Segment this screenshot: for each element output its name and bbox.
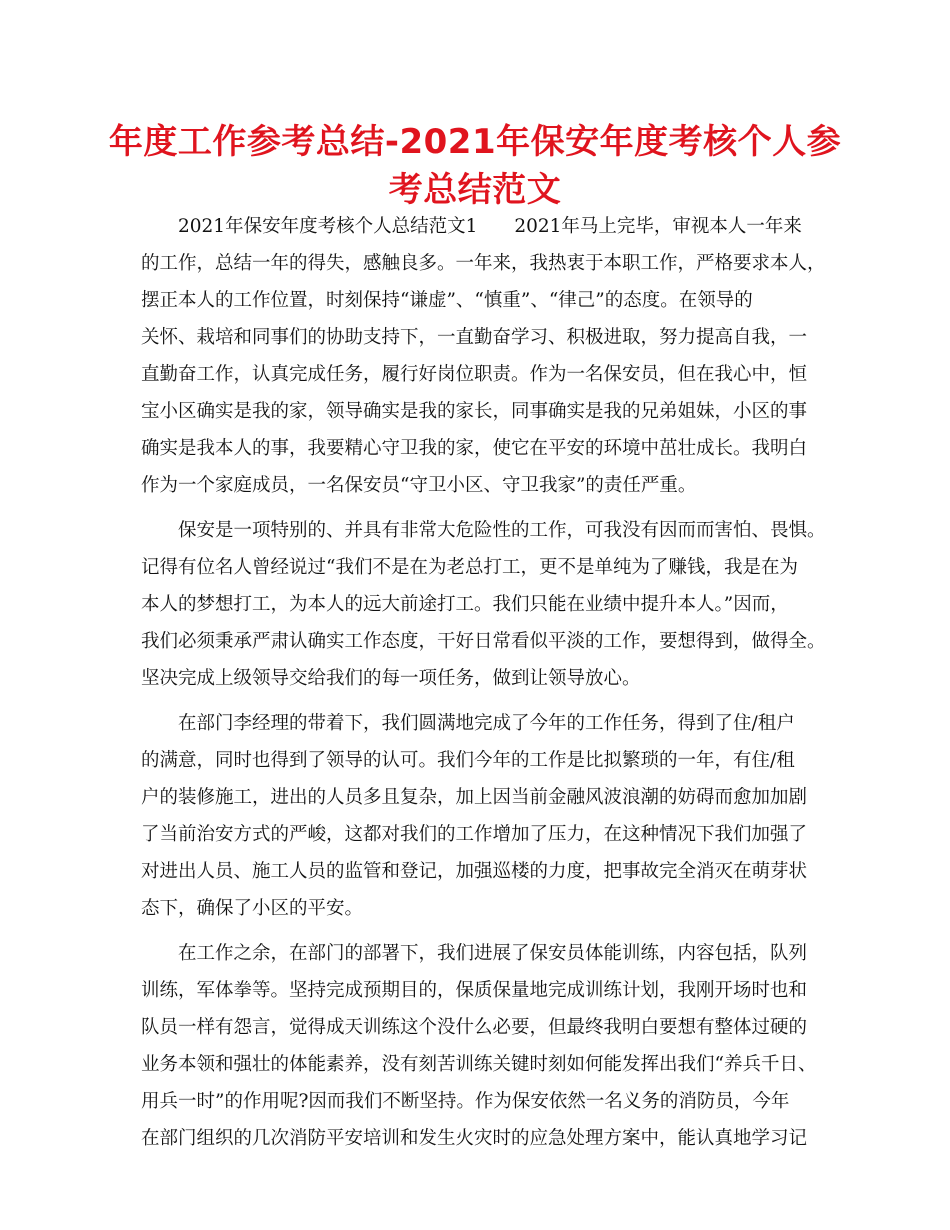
text-line: 作为一个家庭成员，一名保安员“守卫小区、守卫我家”的责任严重。 [141, 475, 697, 496]
text-line: 在部门组织的几次消防平安培训和发生火灾时的应急处理方案中，能认真地学习记 [141, 1128, 808, 1149]
text-line: 2021年保安年度考核个人总结范文1 2021年马上完毕，审视本人一年来 [178, 216, 802, 237]
text-line: 直勤奋工作，认真完成任务，履行好岗位职责。作为一名保安员，但在我心中，恒 [141, 364, 808, 385]
text-line: 业务本领和强壮的体能素养，没有刻苦训练关键时刻如何能发挥出我们“养兵千日、 [141, 1054, 817, 1075]
text-line: 训练，军体拳等。坚持完成预期目的，保质保量地完成训练计划，我刚开场时也和 [141, 980, 808, 1001]
text-line: 摆正本人的工作位置，时刻保持“谦虚”、“慎重”、“律己”的态度。在领导的 [141, 290, 753, 311]
paragraph [141, 705, 821, 927]
paragraph [141, 208, 826, 504]
text-line: 确实是我本人的事，我要精心守卫我的家，使它在平安的环境中茁壮成长。我明白 [141, 438, 808, 459]
text-line: 对进出人员、施工人员的监管和登记，加强巡楼的力度，把事故完全消灭在萌芽状 [141, 861, 808, 882]
paragraph [141, 512, 826, 697]
text-line: 用兵一时”的作用呢?因而我们不断坚持。作为保安依然一名义务的消防员，今年 [141, 1091, 790, 1112]
text-line: 态下，确保了小区的平安。 [141, 898, 364, 919]
text-line: 队员一样有怨言，觉得成天训练这个没什么必要，但最终我明白要想有整体过硬的 [141, 1017, 808, 1038]
text-line: 本人的梦想打工，为本人的远大前途打工。我们只能在业绩中提升本人。”因而， [141, 594, 789, 615]
text-line: 坚决完成上级领导交给我们的每一项任务，做到让领导放心。 [141, 668, 641, 689]
document-body [141, 208, 826, 1165]
paragraph [141, 935, 821, 1157]
text-line: 我们必须秉承严肃认确实工作态度，干好日常看似平淡的工作，要想得到，做得全。 [141, 631, 826, 652]
text-line: 的满意，同时也得到了领导的认可。我们今年的工作是比拟繁琐的一年，有住/租 [141, 750, 795, 771]
text-line: 记得有位名人曾经说过“我们不是在为老总打工，更不是单纯为了赚钱，我是在为 [141, 557, 798, 578]
text-line: 关怀、栽培和同事们的协助支持下，一直勤奋学习、积极进取，努力提高自我，一 [141, 327, 808, 348]
text-line: 户的装修施工，进出的人员多且复杂，加上因当前金融风波浪潮的妨碍而愈加加剧 [141, 787, 808, 808]
document-title [100, 118, 850, 214]
title-line: 考总结范文 [388, 170, 562, 210]
title-line: 年度工作参考总结-2021年保安年度考核个人参 [108, 122, 842, 162]
text-line: 在部门李经理的带着下，我们圆满地完成了今年的工作任务，得到了住/租户 [178, 713, 795, 734]
text-line: 的工作，总结一年的得失，感触良多。一年来，我热衷于本职工作，严格要求本人， [141, 253, 826, 274]
text-line: 在工作之余，在部门的部署下，我们进展了保安员体能训练，内容包括，队列 [178, 943, 808, 964]
text-line: 保安是一项特别的、并具有非常大危险性的工作，可我没有因而而害怕、畏惧。 [178, 520, 826, 541]
text-line: 了当前治安方式的严峻，这都对我们的工作增加了压力，在这种情况下我们加强了 [141, 824, 808, 845]
text-line: 宝小区确实是我的家，领导确实是我的家长，同事确实是我的兄弟姐妹，小区的事 [141, 401, 808, 422]
